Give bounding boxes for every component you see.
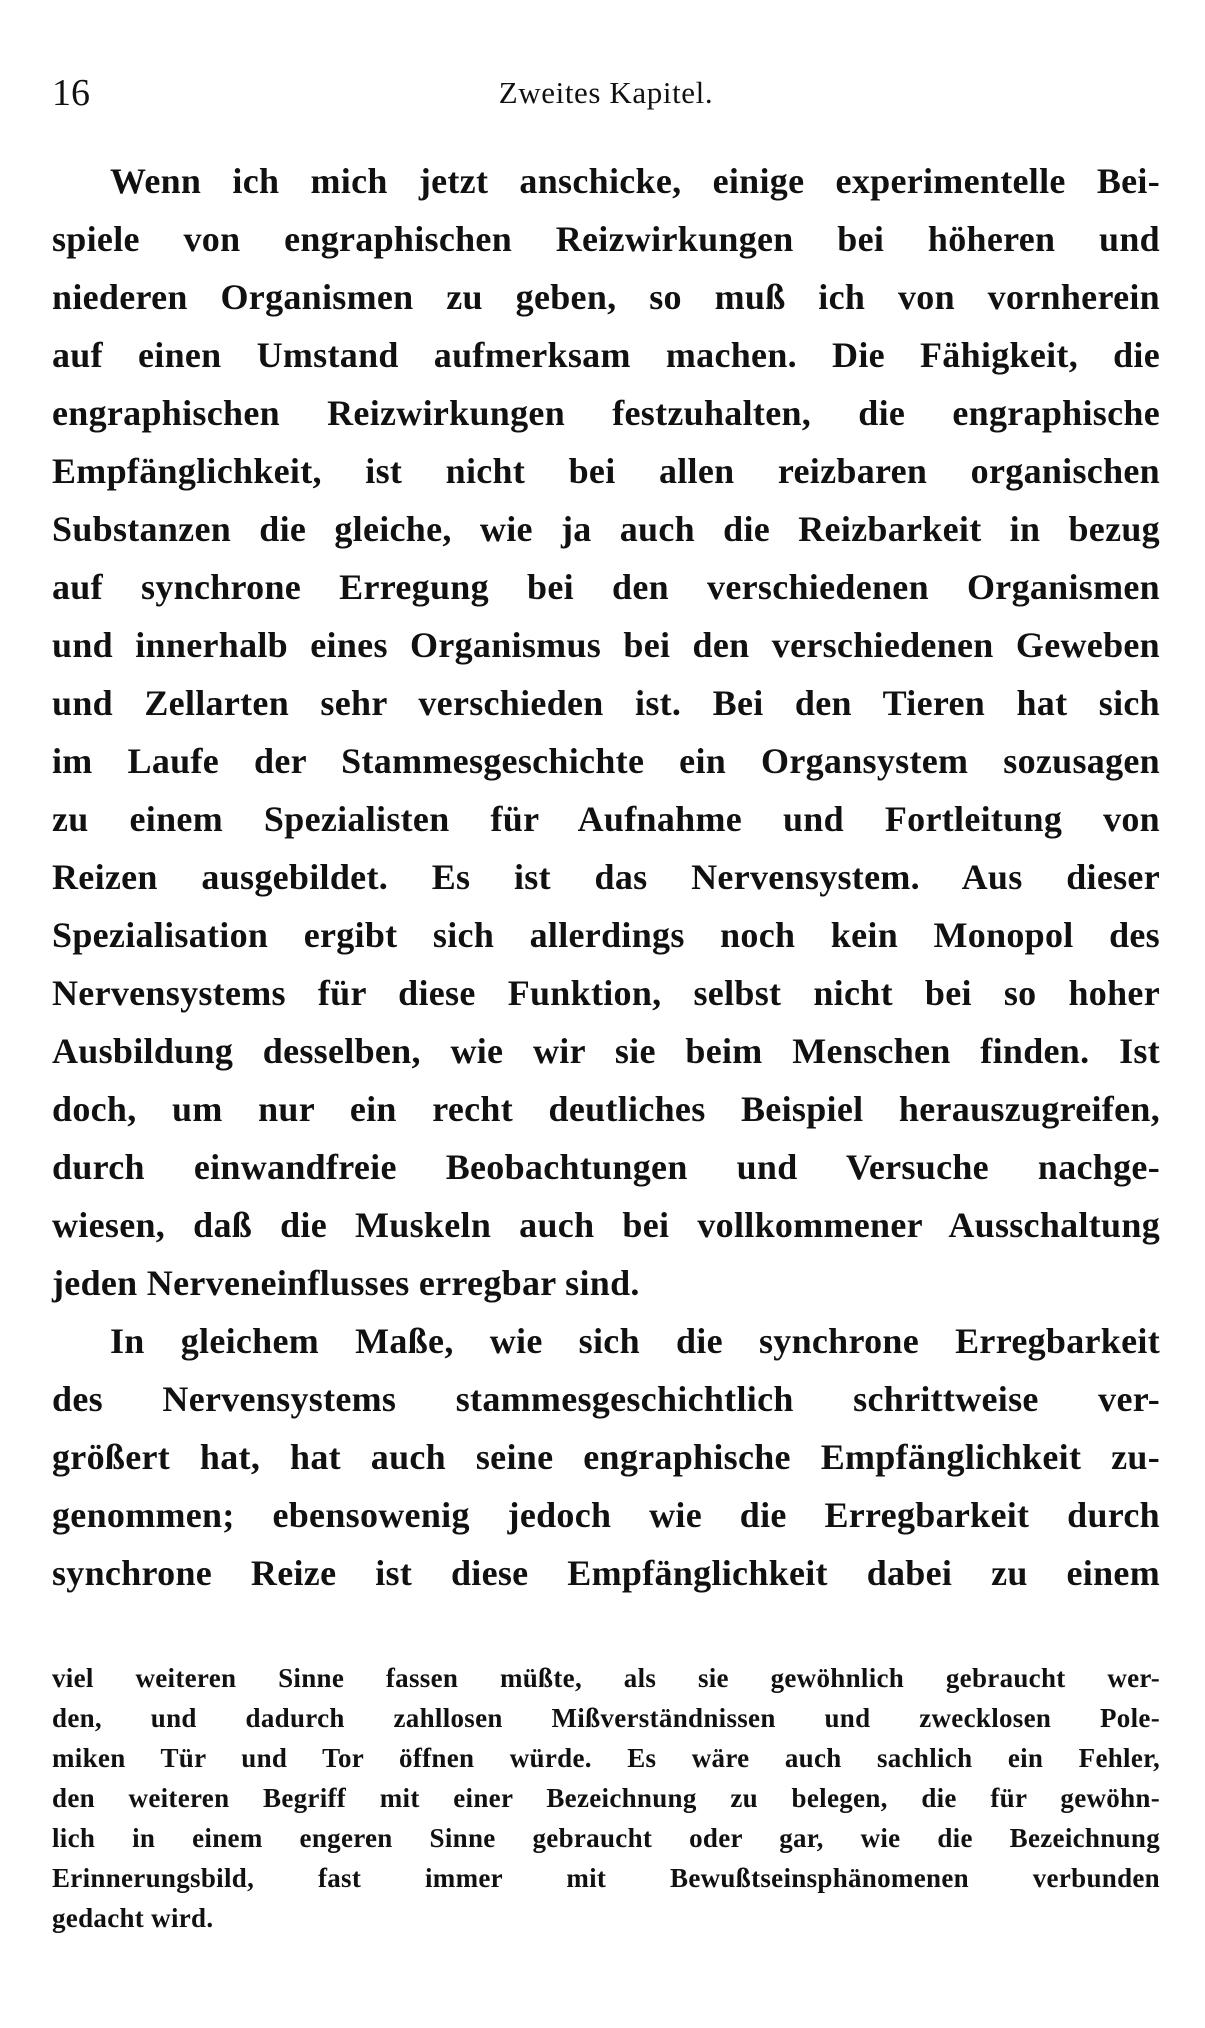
footnote-line: lich in einem engeren Sinne gebraucht oder gar, wie die Bezeichnung: [52, 1823, 1160, 1853]
text-line: jeden Nerveneinflusses erregbar sind.: [52, 1263, 640, 1303]
text-line: niederen Organismen zu geben, so muß ich von vornherein: [52, 277, 1160, 317]
footnote-line: miken Tür und Tor öffnen würde. Es wäre auch sachlich ein Fehler,: [52, 1743, 1160, 1773]
footnote-line: den weiteren Begriff mit einer Bezeichnung zu belegen, die für gewöhn-: [52, 1783, 1160, 1813]
text-line: Wenn ich mich jetzt anschicke, einige experimentelle Bei-: [110, 161, 1160, 201]
text-line: Reizen ausgebildet. Es ist das Nervensystem. Aus dieser: [52, 857, 1160, 897]
text-line: Nervensystems für diese Funktion, selbst nicht bei so hoher: [52, 973, 1160, 1013]
page-number: 16: [52, 72, 90, 114]
page-header: [52, 68, 1160, 118]
text-line: und innerhalb eines Organismus bei den verschiedenen Geweben: [52, 625, 1160, 665]
footnote-line: Erinnerungsbild, fast immer mit Bewußtseinsphänomenen verbunden: [52, 1863, 1160, 1893]
text-line: spiele von engraphischen Reizwirkungen bei höheren und: [52, 219, 1160, 259]
running-head: Zweites Kapitel.: [498, 75, 714, 110]
main-text: [52, 152, 1160, 1602]
footnote-line: gedacht wird.: [52, 1903, 214, 1933]
text-line: auf einen Umstand aufmerksam machen. Die Fähigkeit, die: [52, 335, 1160, 375]
text-line: synchrone Reize ist diese Empfänglichkeit dabei zu einem: [52, 1553, 1160, 1593]
text-line: zu einem Spezialisten für Aufnahme und Fortleitung von: [52, 799, 1160, 839]
text-line: im Laufe der Stammesgeschichte ein Organsystem sozusagen: [52, 741, 1160, 781]
text-line: wiesen, daß die Muskeln auch bei vollkommener Ausschaltung: [52, 1205, 1160, 1245]
text-line: Spezialisation ergibt sich allerdings noch kein Monopol des: [52, 915, 1160, 955]
text-line: doch, um nur ein recht deutliches Beispiel herauszugreifen,: [52, 1089, 1160, 1129]
text-line: engraphischen Reizwirkungen festzuhalten, die engraphische: [52, 393, 1160, 433]
text-line: des Nervensystems stammesgeschichtlich schrittweise ver-: [52, 1379, 1160, 1419]
text-line: auf synchrone Erregung bei den verschiedenen Organismen: [52, 567, 1160, 607]
footnote-line: viel weiteren Sinne fassen müßte, als sie gewöhnlich gebraucht wer-: [52, 1663, 1160, 1693]
text-line: und Zellarten sehr verschieden ist. Bei den Tieren hat sich: [52, 683, 1160, 723]
text-line: größert hat, hat auch seine engraphische Empfänglichkeit zu-: [52, 1437, 1160, 1477]
footnote: [52, 1658, 1160, 1938]
text-line: Substanzen die gleiche, wie ja auch die Reizbarkeit in bezug: [52, 509, 1160, 549]
text-line: genommen; ebensowenig jedoch wie die Erregbarkeit durch: [52, 1495, 1160, 1535]
text-line: Empfänglichkeit, ist nicht bei allen reizbaren organischen: [52, 451, 1160, 491]
text-line: durch einwandfreie Beobachtungen und Versuche nachge-: [52, 1147, 1160, 1187]
footnote-line: den, und dadurch zahllosen Mißverständnissen und zwecklosen Pole-: [52, 1703, 1160, 1733]
text-line: Ausbildung desselben, wie wir sie beim Menschen finden. Ist: [52, 1031, 1160, 1071]
text-line: In gleichem Maße, wie sich die synchrone Erregbarkeit: [110, 1321, 1160, 1361]
